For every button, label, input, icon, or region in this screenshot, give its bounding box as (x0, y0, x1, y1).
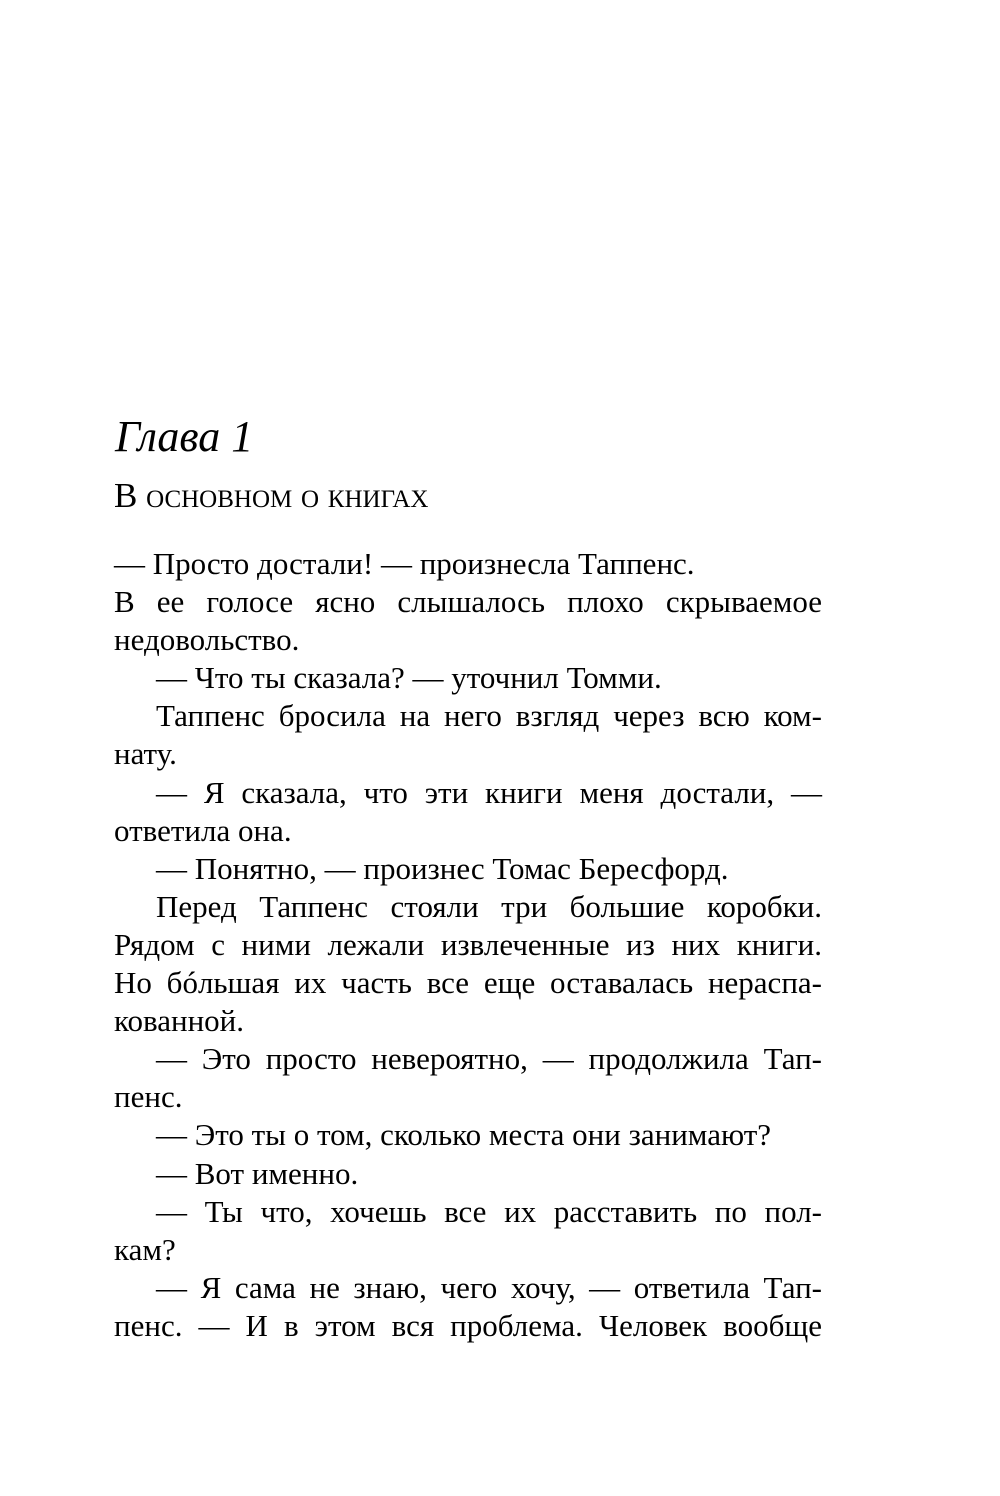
text-line: Перед Таппенс стояли три большие коробки. (156, 888, 822, 924)
text-line: недовольство. (114, 622, 300, 658)
text-line: — Ты что, хочешь все их расставить по пол- (156, 1193, 822, 1229)
text-line: Рядом с ними лежали извлеченные из них книги. (114, 926, 822, 962)
text-line: Но бóльшая их часть все еще оставалась нераспа- (114, 965, 822, 1001)
body-text (114, 545, 822, 1345)
text-line: — Вот именно. (156, 1155, 359, 1191)
text-line: — Понятно, — произнес Томас Бересфорд. (156, 850, 729, 886)
chapter-label: Глава 1 (115, 412, 254, 461)
text-line: кованной. (114, 1003, 244, 1039)
text-line: — Я сказала, что эти книги меня достали, — (156, 774, 822, 810)
chapter-title: В основном о книгах (114, 476, 429, 515)
text-line: нату. (114, 736, 177, 772)
text-line: — Это просто невероятно, — продолжила Тап- (156, 1041, 822, 1077)
text-line: — Я сама не знаю, чего хочу, — ответила Тап- (156, 1269, 822, 1305)
text-line: — Что ты сказала? — уточнил Томми. (156, 660, 662, 696)
text-line: В ее голосе ясно слышалось плохо скрываемое (114, 584, 822, 620)
text-line: пенс. — И в этом вся проблема. Человек вообще (114, 1307, 822, 1343)
text-line: Таппенс бросила на него взгляд через всю ком- (156, 698, 822, 734)
text-line: — Это ты о том, сколько места они занимают? (156, 1117, 772, 1153)
text-line: пенс. (114, 1079, 183, 1115)
text-line: кам? (114, 1231, 176, 1267)
text-line: ответила она. (114, 812, 292, 848)
text-line: — Просто достали! — произнесла Таппенс. (114, 546, 695, 581)
